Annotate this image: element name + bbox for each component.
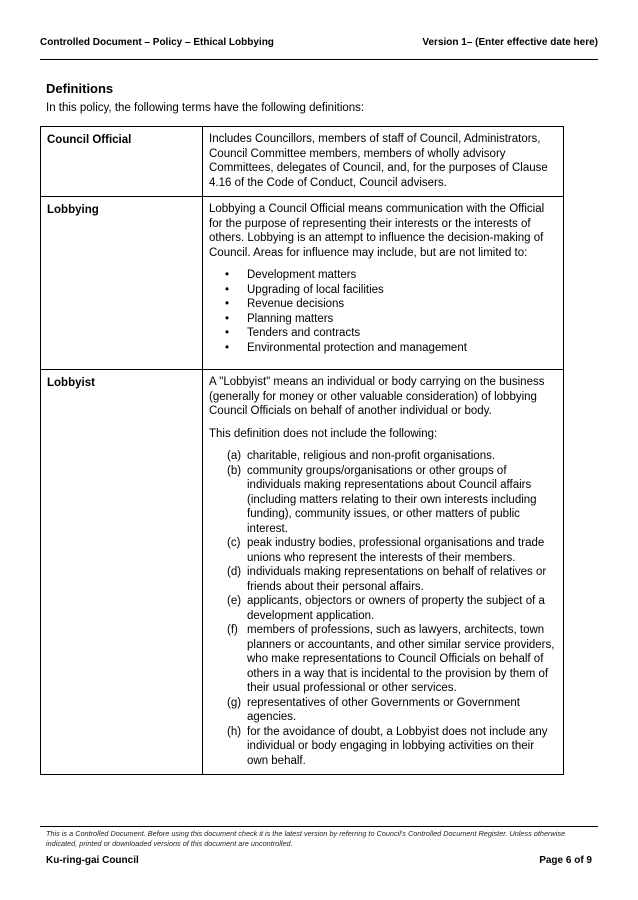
header-document-title: Controlled Document – Policy – Ethical Lobbying [40, 37, 274, 48]
header-version: Version 1– (Enter effective date here) [422, 37, 598, 48]
list-item: • Environmental protection and management [247, 341, 557, 356]
item-marker: (c) [227, 537, 241, 549]
section-title: Definitions [46, 81, 114, 96]
list-item [227, 696, 557, 725]
definition-lobbying [203, 197, 564, 370]
list-item [227, 565, 557, 594]
item-marker: (e) [227, 595, 242, 607]
definitions-table [40, 126, 564, 775]
page-number: Page 6 of 9 [539, 855, 592, 866]
term-council-official: Council Official [41, 127, 203, 197]
footer-divider [40, 826, 598, 827]
item-text: peak industry bodies, professional organisations and trade unions who represent the interests of their members. [247, 537, 545, 564]
item-text: representatives of other Governments or Government agencies. [247, 696, 520, 723]
definition-text: Lobbying a Council Official means communication with the Official for the purpose of representing their interests or the interests of others. Lobbying is an attempt to influence the decision-making of Council. Areas for influence may include, but are not limited to: [209, 203, 545, 259]
item-text: for the avoidance of doubt, a Lobbyist does not include any individual or body engaging in lobbying activities on their own behalf. [247, 725, 548, 767]
controlled-document-note: This is a Controlled Document. Before using this document check it is the latest version by referring to Council's Controlled Document Register. Unless otherwise indicated, printed or downloaded versions of this document are uncontrolled. [46, 829, 566, 848]
table-row [41, 370, 564, 775]
exclusions-list [209, 449, 557, 768]
list-item [227, 623, 557, 696]
item-text: members of professions, such as lawyers, architects, town planners or accountants, and other similar service providers, who make representations to Council Officials on behalf of others in a way that is incidental to the provision by them of their usual professional or other services. [247, 624, 555, 694]
item-marker: (a) [227, 450, 242, 462]
definition-lobbyist [203, 370, 564, 775]
term-lobbying: Lobbying [41, 197, 203, 370]
exclusion-intro: This definition does not include the following: [209, 427, 438, 440]
list-item: • Development matters [247, 268, 557, 283]
list-item [227, 536, 557, 565]
list-item: • Tenders and contracts [247, 326, 557, 341]
item-marker: (h) [227, 725, 242, 738]
list-item: • Revenue decisions [247, 297, 557, 312]
table-row [41, 197, 564, 370]
header-divider [40, 59, 598, 60]
item-marker: (g) [227, 696, 242, 709]
item-marker: (d) [227, 566, 242, 578]
definition-council-official [203, 127, 564, 197]
item-text: applicants, objectors or owners of property the subject of a development application. [247, 595, 545, 622]
item-text: charitable, religious and non-profit organisations. [247, 450, 496, 462]
list-item: • Upgrading of local facilities [247, 283, 557, 298]
page-header [40, 37, 598, 48]
term-lobbyist: Lobbyist [41, 370, 203, 775]
list-item [227, 725, 557, 769]
footer-organisation: Ku-ring-gai Council [46, 855, 139, 866]
item-marker: (b) [227, 464, 242, 477]
definition-text: A "Lobbyist" means an individual or body carrying on the business (generally for money or other valuable consideration) of lobbying Council Officials on behalf of another individual or body. [209, 376, 545, 417]
list-item: • Planning matters [247, 312, 557, 327]
item-marker: (f) [227, 624, 238, 636]
definition-text: Includes Councillors, members of staff of Council, Administrators, Council Committee members, members of wholly advisory Committees, delegates of Council, and, for the purposes of Clause 4.16 of the Code of Conduct, Council advisers. [209, 133, 548, 189]
list-item [227, 449, 557, 464]
item-text: community groups/organisations or other groups of individuals making representations about Council affairs (including matters relating to their own interests including funding), community issues, or other matters of public interest. [247, 464, 537, 535]
section-intro: In this policy, the following terms have the following definitions: [46, 102, 365, 114]
table-row [41, 127, 564, 197]
list-item [227, 464, 557, 537]
item-text: individuals making representations on behalf of relatives or friends about their personal affairs. [247, 566, 547, 593]
influence-areas-list [209, 268, 557, 355]
list-item [227, 594, 557, 623]
